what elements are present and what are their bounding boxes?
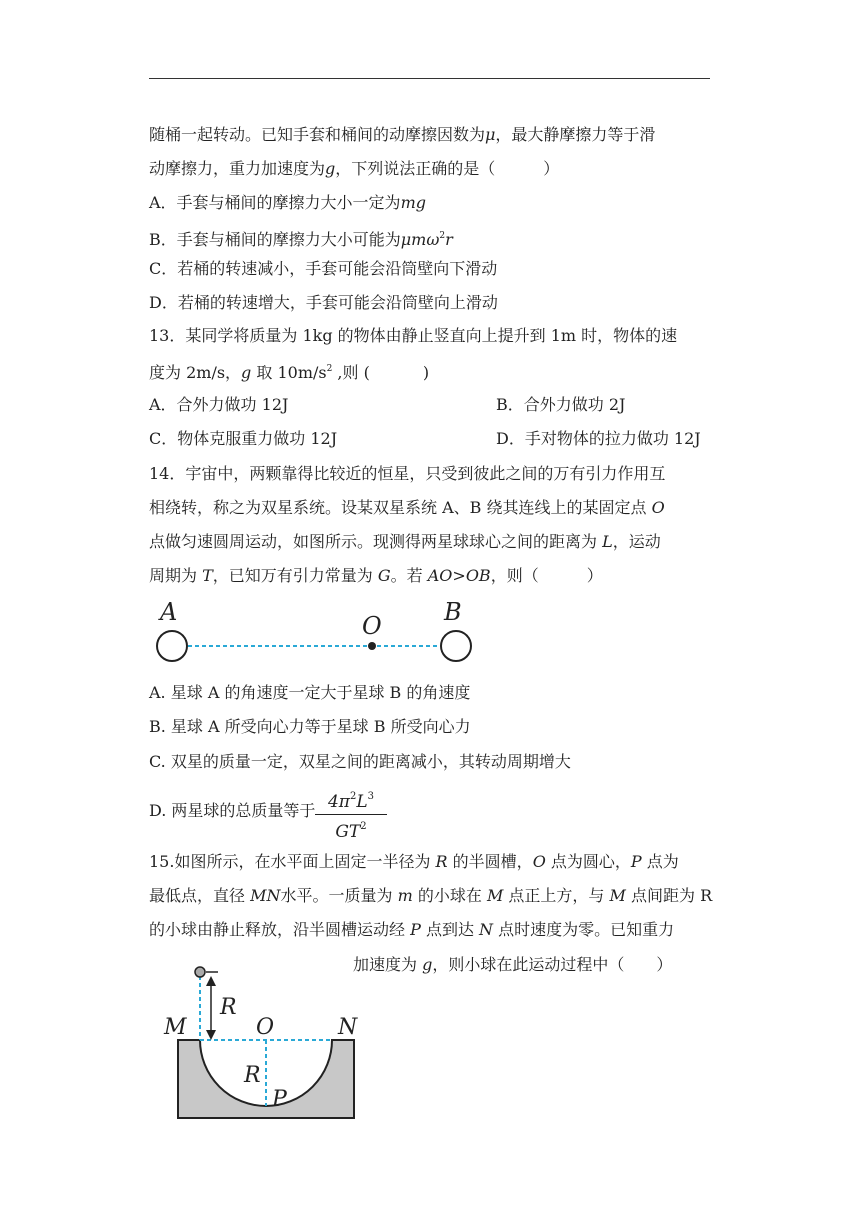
center-o-dot	[368, 642, 376, 650]
q14-option-a: A. 星球 A 的角速度一定大于星球 B 的角速度	[149, 683, 471, 702]
q15-line3: 的小球由静止释放，沿半圆槽运动经 P 点到达 N 点时速度为零。已知重力	[149, 920, 675, 939]
q13-option-d: D．手对物体的拉力做功 12J	[496, 429, 701, 448]
q12-line2: 动摩擦力，重力加速度为g，下列说法正确的是（ ）	[149, 159, 560, 178]
q12-line1: 随桶一起转动。已知手套和桶间的动摩擦因数为μ，最大静摩擦力等于滑	[149, 125, 656, 144]
header-rule	[149, 78, 710, 79]
q12-option-a: A．手套与桶间的摩擦力大小一定为mg	[149, 193, 426, 212]
label-b: B	[444, 598, 462, 626]
height-arrow-bottom	[206, 1030, 216, 1040]
q13-option-c: C．物体克服重力做功 12J	[149, 429, 338, 448]
small-ball	[195, 967, 205, 977]
fraction-numerator: $4\pi^2L^3$	[327, 791, 375, 812]
label-o: O	[362, 612, 382, 640]
q14-option-c: C. 双星的质量一定，双星之间的距离减小，其转动周期增大	[149, 752, 571, 771]
label-o: O	[256, 1015, 275, 1040]
fraction-bar	[315, 814, 387, 815]
label-r-mid: R	[244, 1063, 261, 1088]
semicircle-groove-diagram	[160, 962, 370, 1124]
label-n: N	[338, 1015, 358, 1040]
q14-line1: 14．宇宙中，两颗靠得比较近的恒星，只受到彼此之间的万有引力作用互	[149, 464, 666, 483]
q13-line1: 13．某同学将质量为 1kg 的物体由静止竖直向上提升到 1m 时，物体的速	[149, 326, 678, 345]
q13-option-b: B．合外力做功 2J	[496, 395, 626, 414]
q14-line4: 周期为 T，已知万有引力常量为 G。若 AO>OB，则（ ）	[149, 566, 603, 585]
height-arrow-top	[206, 976, 216, 986]
total-mass-fraction	[313, 786, 389, 843]
q15-line4: 加速度为 g，则小球在此运动过程中（ ）	[353, 955, 673, 974]
binary-star-diagram	[150, 598, 480, 668]
label-a: A	[160, 598, 178, 626]
q14-line2: 相绕转，称之为双星系统。设某双星系统 A、B 绕其连线上的某固定点 O	[149, 498, 665, 517]
star-b	[441, 631, 471, 661]
q12-option-c: C．若桶的转速减小，手套可能会沿筒壁向下滑动	[149, 259, 498, 278]
label-r-top: R	[220, 995, 237, 1020]
q14-option-d: D. 两星球的总质量等于	[149, 801, 316, 820]
fraction-denominator: $GT^2$	[335, 821, 367, 842]
label-m: M	[164, 1015, 187, 1040]
star-a	[157, 631, 187, 661]
q15-line2: 最低点，直径 MN水平。一质量为 m 的小球在 M 点正上方，与 M 点间距为 R	[149, 886, 713, 905]
q13-option-a: A．合外力做功 12J	[149, 395, 289, 414]
q14-option-b: B. 星球 A 所受向心力等于星球 B 所受向心力	[149, 717, 471, 736]
q14-line3: 点做匀速圆周运动，如图所示。现测得两星球球心之间的距离为 L，运动	[149, 532, 661, 551]
q15-line1: 15.如图所示，在水平面上固定一半径为 R 的半圆槽，O 点为圆心，P 点为	[149, 852, 679, 871]
q12-option-d: D．若桶的转速增大，手套可能会沿筒壁向上滑动	[149, 293, 498, 312]
q13-line2: 度为 2m/s，g 取 $10m/s^2$ ,则 ( )	[149, 363, 430, 382]
q12-option-b: B．手套与桶间的摩擦力大小可能为μmω$^2$r	[149, 230, 453, 249]
label-p: P	[272, 1087, 287, 1112]
